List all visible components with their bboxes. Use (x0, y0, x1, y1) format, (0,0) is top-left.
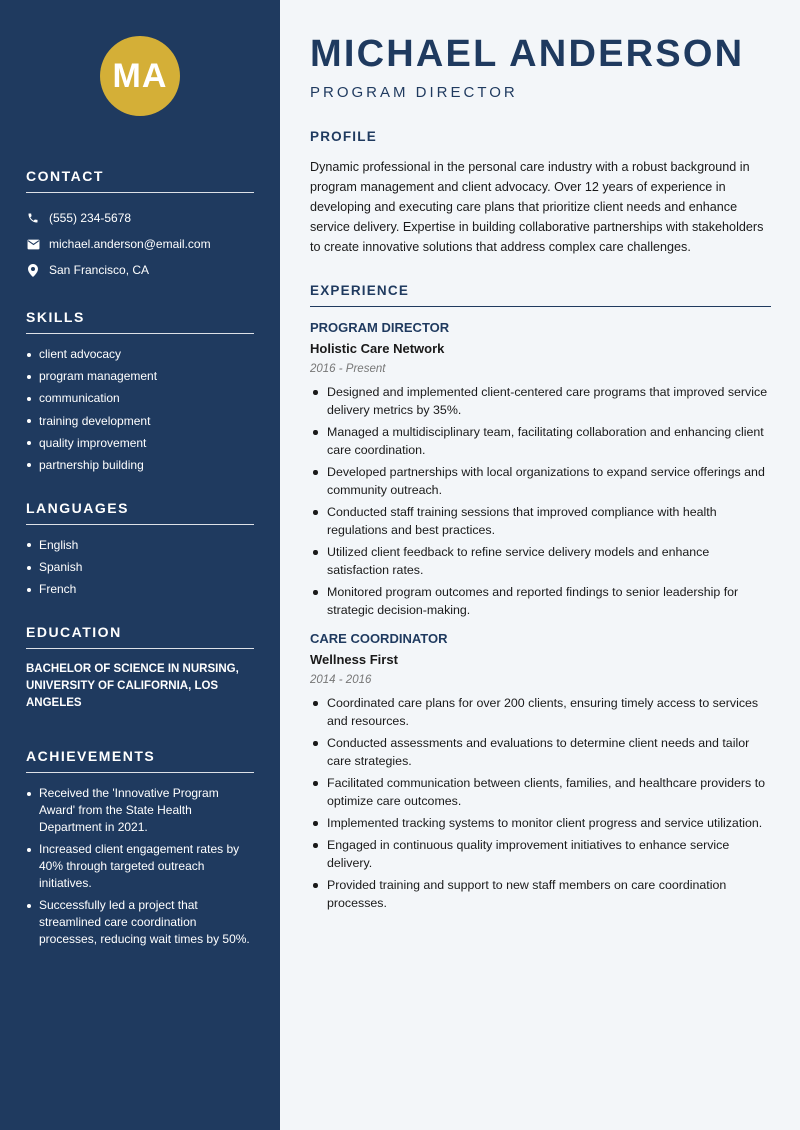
education-degree: BACHELOR OF SCIENCE IN NURSING, UNIVERSITY OF CALIFORNIA, LOS ANGELES (26, 663, 239, 710)
job-company: Holistic Care Network (310, 341, 445, 356)
job-bullets (310, 383, 771, 619)
job-dates: 2016 - Present (310, 363, 386, 375)
avatar: MA (100, 36, 180, 116)
person-role: PROGRAM DIRECTOR (310, 84, 518, 101)
languages-title: LANGUAGES (26, 500, 254, 525)
achievement-item: Successfully led a project that streamlined care coordination processes, reducing wait times by 50%. (26, 897, 254, 948)
job-title: PROGRAM DIRECTOR (310, 320, 450, 335)
skill-item: partnership building (26, 457, 254, 474)
phone-text: (555) 234-5678 (49, 211, 132, 225)
skill-item: training development (26, 413, 254, 430)
location-pin-icon (26, 263, 40, 277)
job-bullet: Managed a multidisciplinary team, facilitating collaboration and enhancing client care coordination. (310, 423, 771, 459)
job-dates: 2014 - 2016 (310, 674, 372, 686)
profile-section (310, 129, 771, 257)
job-bullet: Designed and implemented client-centered care programs that improved service delivery metrics by 35%. (310, 383, 771, 419)
email-icon (26, 237, 40, 251)
skill-item: client advocacy (26, 346, 254, 363)
job-bullet: Conducted staff training sessions that improved compliance with health regulations and best practices. (310, 503, 771, 539)
job-title: CARE COORDINATOR (310, 631, 448, 646)
job-bullet: Conducted assessments and evaluations to determine client needs and tailor care strategies. (310, 734, 771, 770)
skill-item: program management (26, 368, 254, 385)
achievements-section (26, 748, 254, 948)
contact-phone (26, 205, 254, 231)
skills-list (26, 346, 254, 474)
experience-title: EXPERIENCE (310, 283, 771, 307)
profile-text: Dynamic professional in the personal care industry with a robust background in program management and client advocacy. Over 12 years of experience in developing and executing care plans that prioritize client needs and enhance service delivery. Expertise in building collaborative partnerships with stakeholders to create innovative solutions that address complex care challenges. (310, 160, 764, 254)
achievements-list (26, 785, 254, 948)
languages-list (26, 537, 254, 598)
job-bullet: Provided training and support to new staff members on care coordination processes. (310, 876, 771, 912)
sidebar (0, 0, 280, 1130)
contact-location (26, 257, 254, 283)
job-bullets (310, 694, 771, 912)
contact-section (26, 168, 254, 283)
job-bullet: Facilitated communication between clients, families, and healthcare providers to optimize care outcomes. (310, 774, 771, 810)
job-bullet: Developed partnerships with local organizations to expand service offerings and community outreach. (310, 463, 771, 499)
person-name: MICHAEL ANDERSON (310, 33, 745, 75)
skills-title: SKILLS (26, 309, 254, 334)
job-bullet: Engaged in continuous quality improvement initiatives to enhance service delivery. (310, 836, 771, 872)
skill-item: quality improvement (26, 435, 254, 452)
job-bullet: Utilized client feedback to refine service delivery models and enhance satisfaction rates. (310, 543, 771, 579)
achievement-item: Received the 'Innovative Program Award' from the State Health Department in 2021. (26, 785, 254, 836)
job-bullet: Monitored program outcomes and reported findings to senior leadership for strategic decision-making. (310, 583, 771, 619)
contact-title: CONTACT (26, 168, 254, 193)
contact-email (26, 231, 254, 257)
job-bullet: Coordinated care plans for over 200 clients, ensuring timely access to services and resources. (310, 694, 771, 730)
language-item: Spanish (26, 559, 254, 576)
language-item: French (26, 581, 254, 598)
languages-section (26, 500, 254, 598)
achievement-item: Increased client engagement rates by 40% through targeted outreach initiatives. (26, 841, 254, 892)
education-section (26, 624, 254, 712)
achievements-title: ACHIEVEMENTS (26, 748, 254, 773)
experience-section (310, 283, 771, 912)
language-item: English (26, 537, 254, 554)
profile-title: PROFILE (310, 129, 377, 144)
email-text: michael.anderson@email.com (49, 237, 211, 251)
skills-section (26, 309, 254, 474)
job-bullet: Implemented tracking systems to monitor client progress and service utilization. (310, 814, 771, 832)
education-title: EDUCATION (26, 624, 254, 649)
skill-item: communication (26, 390, 254, 407)
job-entry (310, 631, 771, 912)
job-entry (310, 320, 771, 619)
phone-icon (26, 211, 40, 225)
main-content (280, 0, 800, 1130)
location-text: San Francisco, CA (49, 263, 150, 277)
job-company: Wellness First (310, 652, 398, 667)
